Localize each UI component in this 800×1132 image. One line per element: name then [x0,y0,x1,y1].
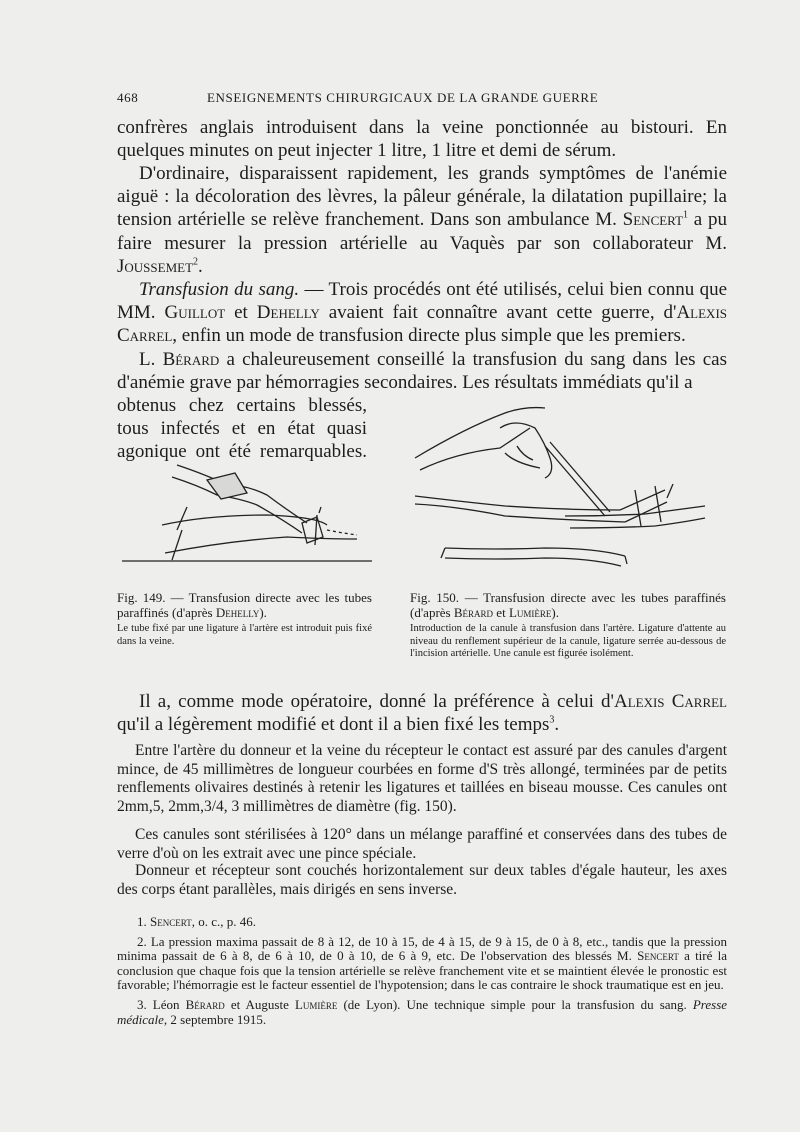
small-paragraph-3: Donneur et récepteur sont couchés horizontalement sur deux tables d'égale hauteur, les axes des corps étant parallèles, mais dirigés en sens inverse. [117,862,727,898]
footnote-2: 2. La pression maxima passait de 8 à 12, de 10 à 15, de 4 à 15, de 9 à 15, de 0 à 8, etc., tandis que la pression minima passait de 6 à 8, de 6 à 10, de 0 à 10, de 6 à 9, etc. De l'observation des blessés M. Sencert a tiré la conclusion que chaque fois que la tension artérielle se relève franchement vite et se maintient élevée le pronostic est favorable; l'hémorragie est le facteur essentiel de l'hypotension; dans le cas contraire le shock traumatique est en jeu. [117,933,728,993]
author-sencert: Sencert [622,209,684,231]
author-joussemet: Joussemet [117,255,194,277]
footnote-1: 1. Sencert, o. c., p. 46. [137,914,256,929]
figure-150-caption: Fig. 150. — Transfusion directe avec les tubes paraffinés (d'après Bérard et Lumière). Introduction de la canule à transfusion dans l'artère. Ligature d'attente au niveau du renflement supérieur de la canule, ligature serrée au-dessous de l'incision artérielle. Une canule est figurée isolément. [410,590,726,659]
figure-149-illustration [117,455,377,585]
author-berard: Bérard [162,349,220,370]
paragraph-5: Il a, comme mode opératoire, donné la préférence à celui d'Alexis Carrel qu'il a légèrement modifié et dont il a bien fixé les temps$^3$. [117,691,727,736]
paragraph-3: Transfusion du sang. — Trois procédés ont été utilisés, celui bien connu que MM. Guillot et Dehelly avaient fait connaître avant cette guerre, d'Alexis Carrel, enfin un mode de transfusion directe plus simple que les premiers. [117,279,728,347]
paragraph-2: D'ordinaire, disparaissent rapidement, les grands symptômes de l'anémie aiguë : la décoloration des lèvres, la pâleur générale, la dilatation pupillaire; la tension artérielle se relève franchement. Dans son ambulance M. Sencert$^1$ a pu faire mesurer la pression artérielle au Vaquès par son collaborateur M. Joussemet$^2$. [117,163,728,277]
paragraph-1: confrères anglais introduisent dans la veine ponctionnée au bistouri. En quelques minutes on peut injecter 1 litre, 1 litre et demi de sérum. [117,117,727,162]
figure-149-caption: Fig. 149. — Transfusion directe avec les tubes paraffinés (d'après Dehelly). Le tube fixé par une ligature à l'artère est introduit puis fixé dans la veine. [117,590,372,647]
footnote-3: 3. Léon Bérard et Auguste Lumière (de Lyon). Une technique simple pour la transfusion du sang. Presse médicale, 2 septembre 1915. [117,996,728,1027]
footnotes [117,915,727,1032]
running-title: ENSEIGNEMENTS CHIRURGICAUX DE LA GRANDE GUERRE [207,90,599,105]
paragraph-4: L. Bérard a chaleureusement conseillé la transfusion du sang dans les cas d'anémie grave par hémorragies secondaires. Les résultats immédiats qu'il a [117,349,728,394]
small-paragraph-1: Entre l'artère du donneur et la veine du récepteur le contact est assuré par des canules d'argent mince, de 45 millimètres de longueur courbées en forme d'S très allongé, terminées par de petits renflements olivaires destinés à retenir les ligatures et taillées en biseau mousse. Ces canules ont 2mm,5, 2mm,3/4, 3 millimètres de diamètre (fig. 150). [117,742,727,815]
section-title-transfusion: Transfusion du sang. [139,279,300,300]
paragraph-4-wrap: obtenus chez certains blessés, tous infectés et en état quasi agonique ont été remarquables. [117,395,367,463]
figure-150-illustration [405,398,730,576]
page-number: 468 [117,90,139,105]
small-paragraph-2: Ces canules sont stérilisées à 120° dans un mélange paraffiné et conservées dans des tubes de verre d'où on les extrait avec une pince spéciale. [117,826,727,862]
